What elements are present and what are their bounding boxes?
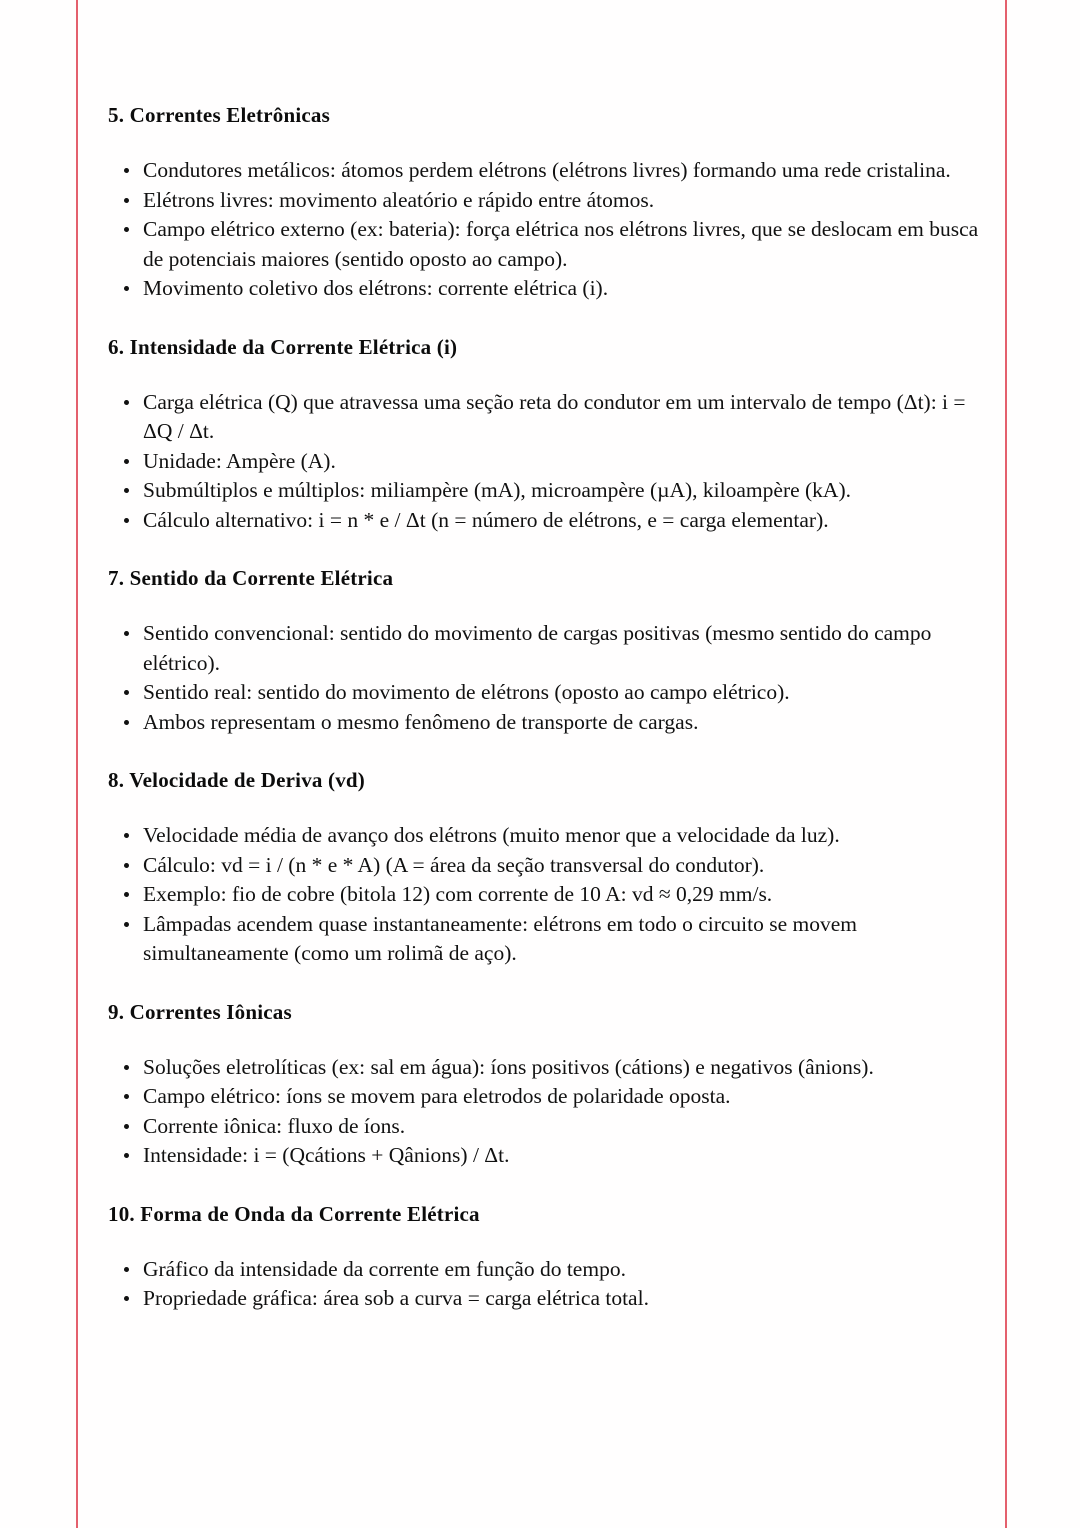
list-item: Cálculo alternativo: i = n * e / Δt (n = número de elétrons, e = carga elementar). [108, 506, 980, 536]
section-heading: 9. Correntes Iônicas [108, 999, 292, 1024]
list-item: Sentido real: sentido do movimento de elétrons (oposto ao campo elétrico). [108, 678, 980, 708]
section-7 [108, 563, 980, 737]
list-item: Propriedade gráfica: área sob a curva = carga elétrica total. [108, 1284, 980, 1314]
list-item: Exemplo: fio de cobre (bitola 12) com corrente de 10 A: vd ≈ 0,29 mm/s. [108, 880, 980, 910]
list-item: Carga elétrica (Q) que atravessa uma seção reta do condutor em um intervalo de tempo (Δt): i = ΔQ / Δt. [108, 388, 980, 447]
section-6 [108, 332, 980, 536]
list-item: Gráfico da intensidade da corrente em função do tempo. [108, 1255, 980, 1285]
section-bullet-list [108, 821, 980, 969]
list-item: Corrente iônica: fluxo de íons. [108, 1112, 980, 1142]
section-heading: 10. Forma de Onda da Corrente Elétrica [108, 1201, 480, 1226]
list-item: Campo elétrico: íons se movem para eletrodos de polaridade oposta. [108, 1082, 980, 1112]
right-margin-rule [1005, 0, 1007, 1528]
section-heading: 5. Correntes Eletrônicas [108, 103, 330, 127]
list-item: Intensidade: i = (Qcátions + Qânions) / Δt. [108, 1141, 980, 1171]
section-9 [108, 997, 980, 1171]
section-bullet-list [108, 1053, 980, 1171]
section-bullet-list [108, 156, 980, 304]
list-item: Elétrons livres: movimento aleatório e rápido entre átomos. [108, 186, 980, 216]
list-item: Submúltiplos e múltiplos: miliampère (mA), microampère (µA), kiloampère (kA). [108, 476, 980, 506]
section-8 [108, 765, 980, 969]
section-bullet-list [108, 619, 980, 737]
list-item: Ambos representam o mesmo fenômeno de transporte de cargas. [108, 708, 980, 738]
list-item: Campo elétrico externo (ex: bateria): força elétrica nos elétrons livres, que se deslocam em busca de potenciais maiores (sentido oposto ao campo). [108, 215, 980, 274]
left-margin-rule [76, 0, 78, 1528]
list-item: Unidade: Ampère (A). [108, 447, 980, 477]
section-5 [108, 100, 980, 304]
document-body [108, 0, 980, 1314]
list-item: Cálculo: vd = i / (n * e * A) (A = área da seção transversal do condutor). [108, 851, 980, 881]
section-heading: 8. Velocidade de Deriva (vd) [108, 768, 366, 792]
section-10 [108, 1199, 980, 1314]
list-item: Sentido convencional: sentido do movimento de cargas positivas (mesmo sentido do campo elétrico). [108, 619, 980, 678]
section-bullet-list [108, 388, 980, 536]
section-heading: 7. Sentido da Corrente Elétrica [108, 566, 394, 590]
list-item: Soluções eletrolíticas (ex: sal em água): íons positivos (cátions) e negativos (ânions). [108, 1053, 980, 1083]
list-item: Velocidade média de avanço dos elétrons (muito menor que a velocidade da luz). [108, 821, 980, 851]
section-bullet-list [108, 1255, 980, 1314]
section-heading: 6. Intensidade da Corrente Elétrica (i) [108, 334, 458, 359]
list-item: Movimento coletivo dos elétrons: corrente elétrica (i). [108, 274, 980, 304]
list-item: Lâmpadas acendem quase instantaneamente: elétrons em todo o circuito se movem simultaneamente (como um rolimã de aço). [108, 910, 980, 969]
list-item: Condutores metálicos: átomos perdem elétrons (elétrons livres) formando uma rede cristalina. [108, 156, 980, 186]
